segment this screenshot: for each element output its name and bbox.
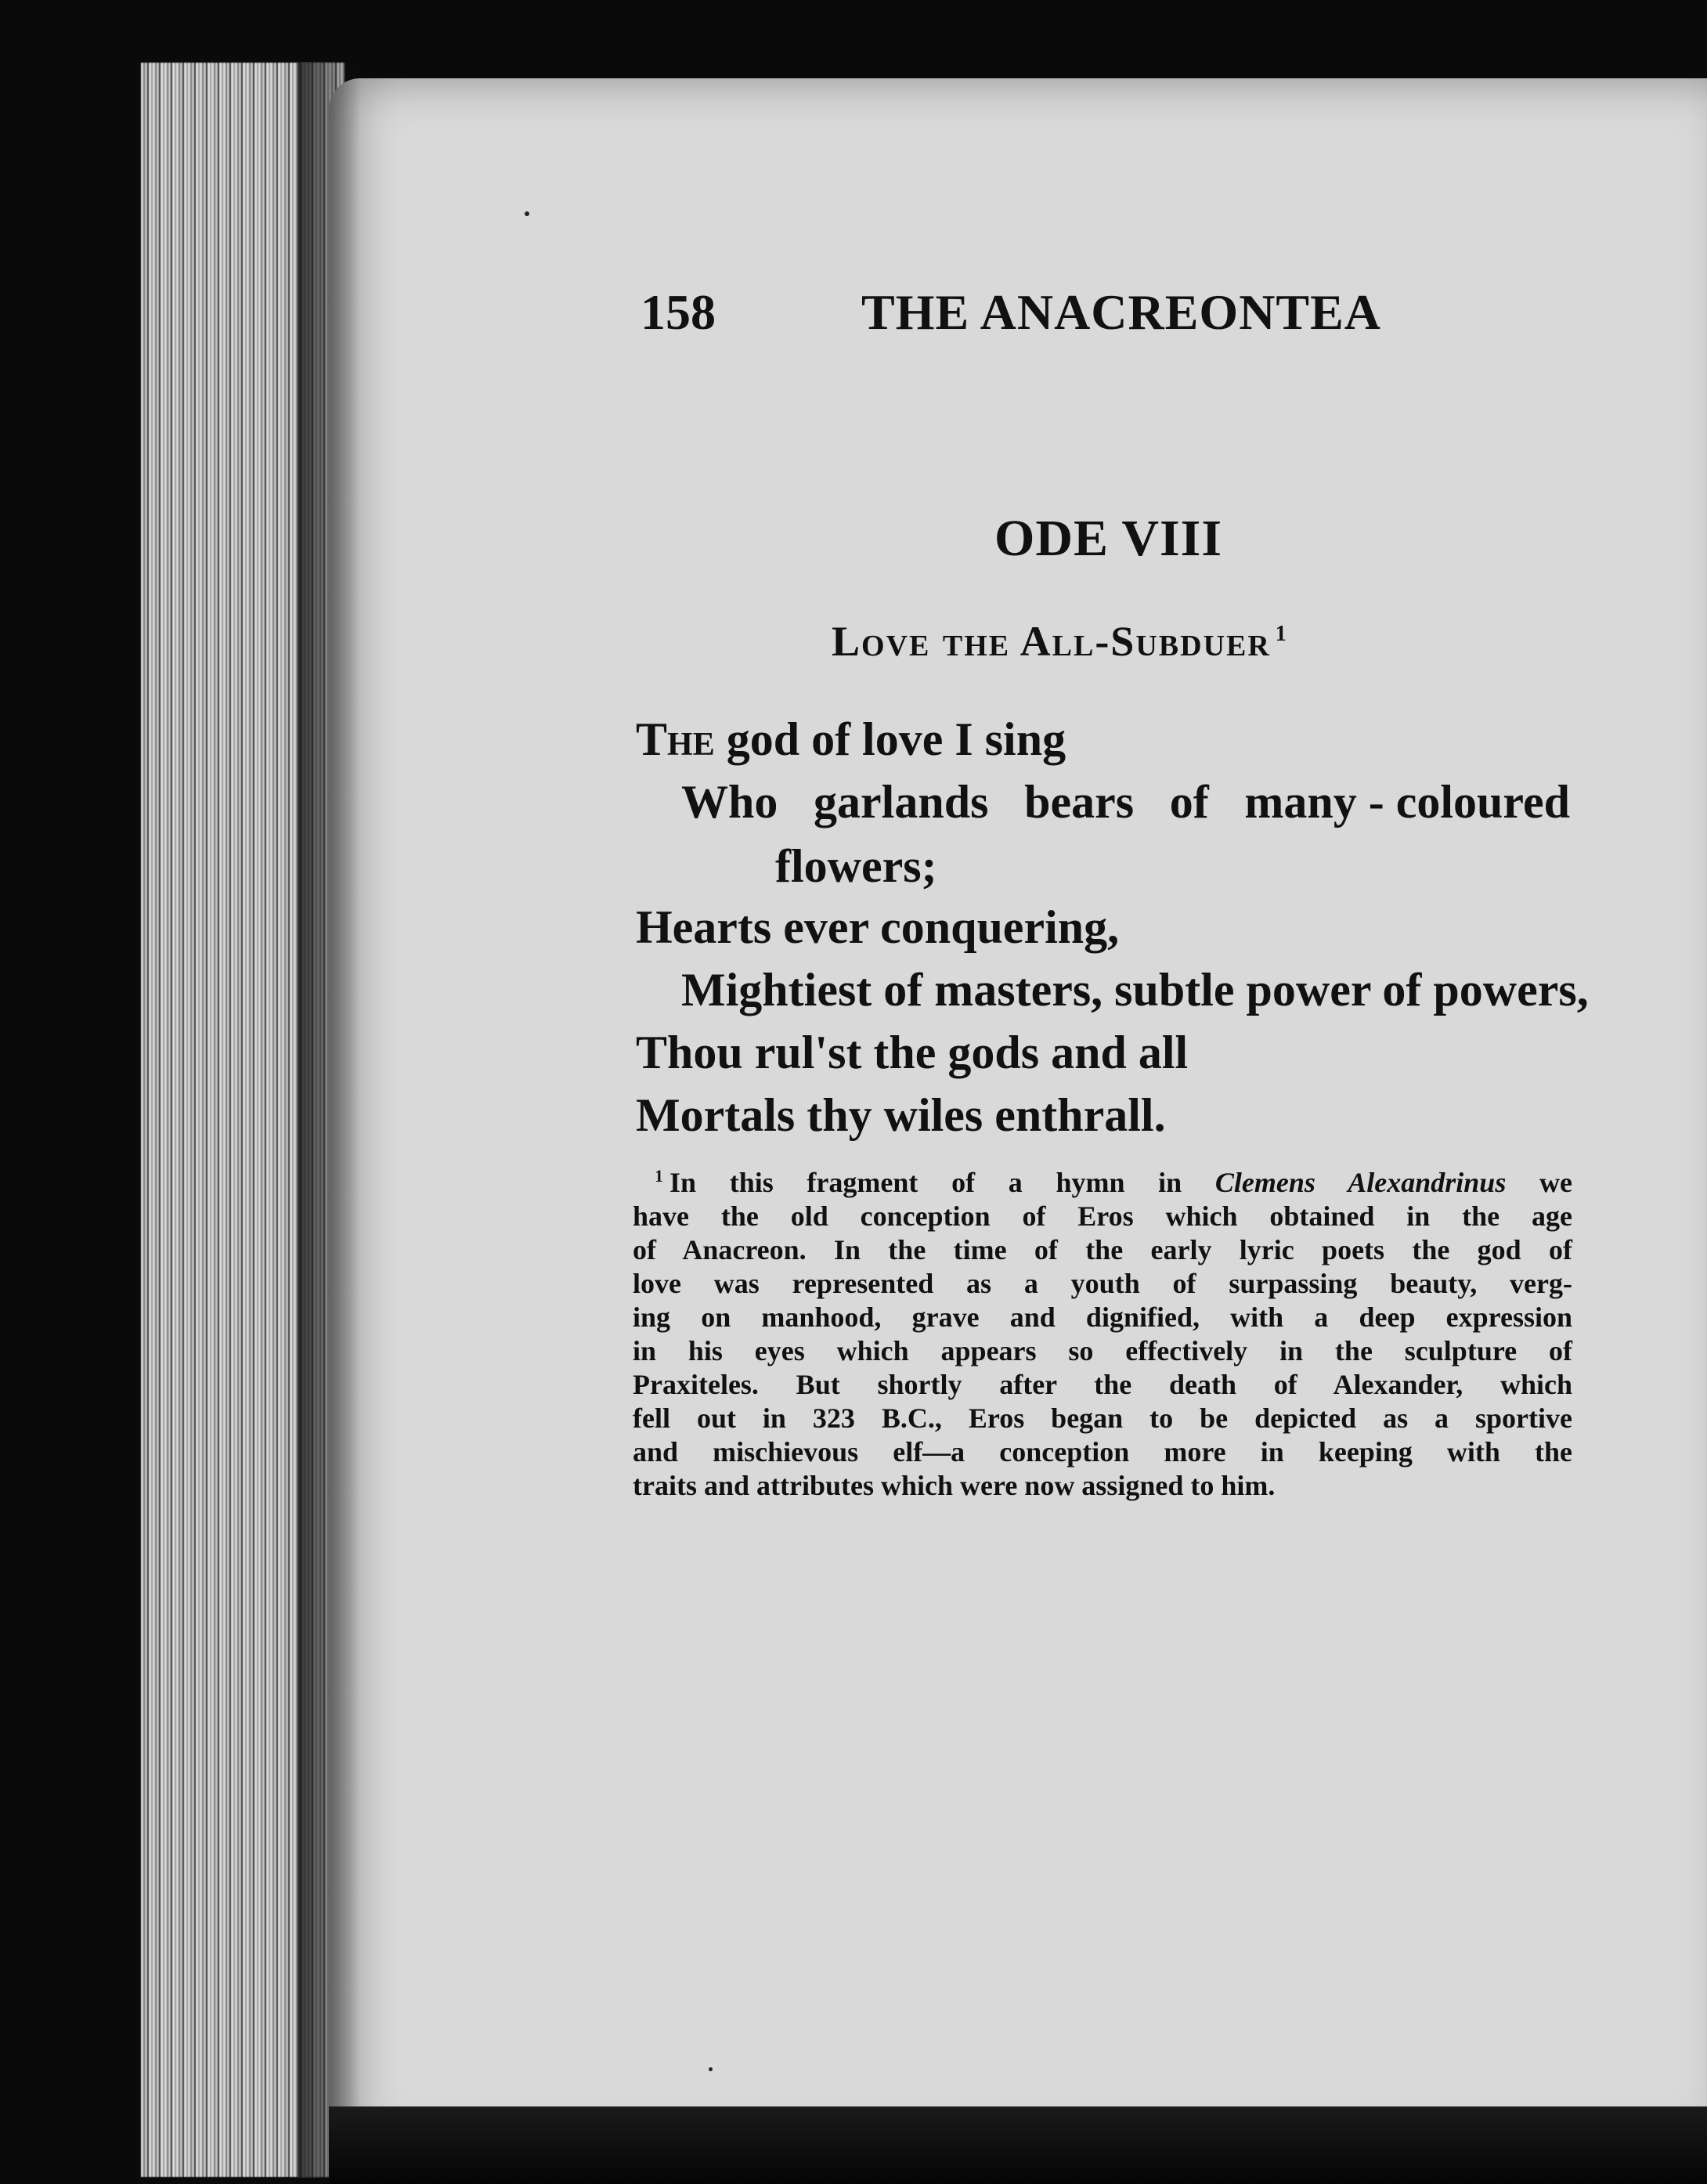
ode-subtitle-text: Love the All-Subduer bbox=[832, 618, 1271, 665]
footnote-text: In this fragment of a hymn in bbox=[669, 1167, 1215, 1198]
footnote-line: love was represented as a youth of surpassing beauty, verg- bbox=[633, 1268, 1572, 1299]
footnote-italic-name: Clemens Alexandrinus bbox=[1214, 1167, 1507, 1198]
footnote bbox=[633, 1159, 1572, 1503]
ode-subtitle bbox=[832, 617, 1288, 666]
verse-line-3: flowers; bbox=[775, 840, 937, 892]
page-number: 158 bbox=[641, 284, 716, 340]
footnote-line: traits and attributes which were now assigned to him. bbox=[633, 1470, 1276, 1501]
verse-line-1-rest: god of love I sing bbox=[714, 713, 1066, 765]
footnote-line: have the old conception of Eros which obtained in the age bbox=[633, 1200, 1572, 1232]
ode-title: ODE VIII bbox=[994, 510, 1223, 567]
verse-word: garlands bbox=[814, 776, 989, 828]
verse-line-5: Mightiest of masters, subtle power of powers, bbox=[681, 964, 1589, 1016]
dust-speck bbox=[709, 2067, 713, 2071]
verse-word: many - coloured bbox=[1244, 776, 1570, 828]
running-title: THE ANACREONTEA bbox=[861, 284, 1381, 340]
verse-word: Who bbox=[681, 776, 778, 828]
verse-line-2 bbox=[681, 775, 1570, 829]
footnote-line: of Anacreon. In the time of the early lyric poets the god of bbox=[633, 1234, 1572, 1265]
verse-line-4: Hearts ever conquering, bbox=[636, 901, 1120, 953]
verse-line-1-first-word: The bbox=[636, 713, 715, 765]
footnote-line: and mischievous elf—a conception more in keeping with the bbox=[633, 1436, 1572, 1467]
verse-line-7: Mortals thy wiles enthrall. bbox=[636, 1089, 1166, 1141]
footnote-text: we bbox=[1506, 1167, 1572, 1198]
verse-word: bears bbox=[1024, 776, 1135, 828]
verse-line-1 bbox=[636, 713, 1066, 767]
verse-word: of bbox=[1169, 776, 1209, 828]
footnote-line: Praxiteles. But shortly after the death of Alexander, which bbox=[633, 1369, 1572, 1400]
verse-line-6: Thou rul'st the gods and all bbox=[636, 1027, 1189, 1078]
page-bottom-shadow bbox=[329, 2106, 1707, 2184]
gutter-shadow bbox=[298, 63, 360, 2177]
footnote-line: ing on manhood, grave and dignified, with a deep expression bbox=[633, 1301, 1572, 1333]
footnote-line: fell out in 323 B.C., Eros began to be depicted as a sportive bbox=[633, 1402, 1572, 1434]
dust-speck bbox=[525, 211, 529, 216]
footnote-reference: 1 bbox=[1275, 622, 1288, 646]
footnote-line: in his eyes which appears so effectively in the sculpture of bbox=[633, 1335, 1572, 1366]
footnote-mark: 1 bbox=[655, 1166, 663, 1186]
footnote-line bbox=[633, 1159, 1572, 1200]
